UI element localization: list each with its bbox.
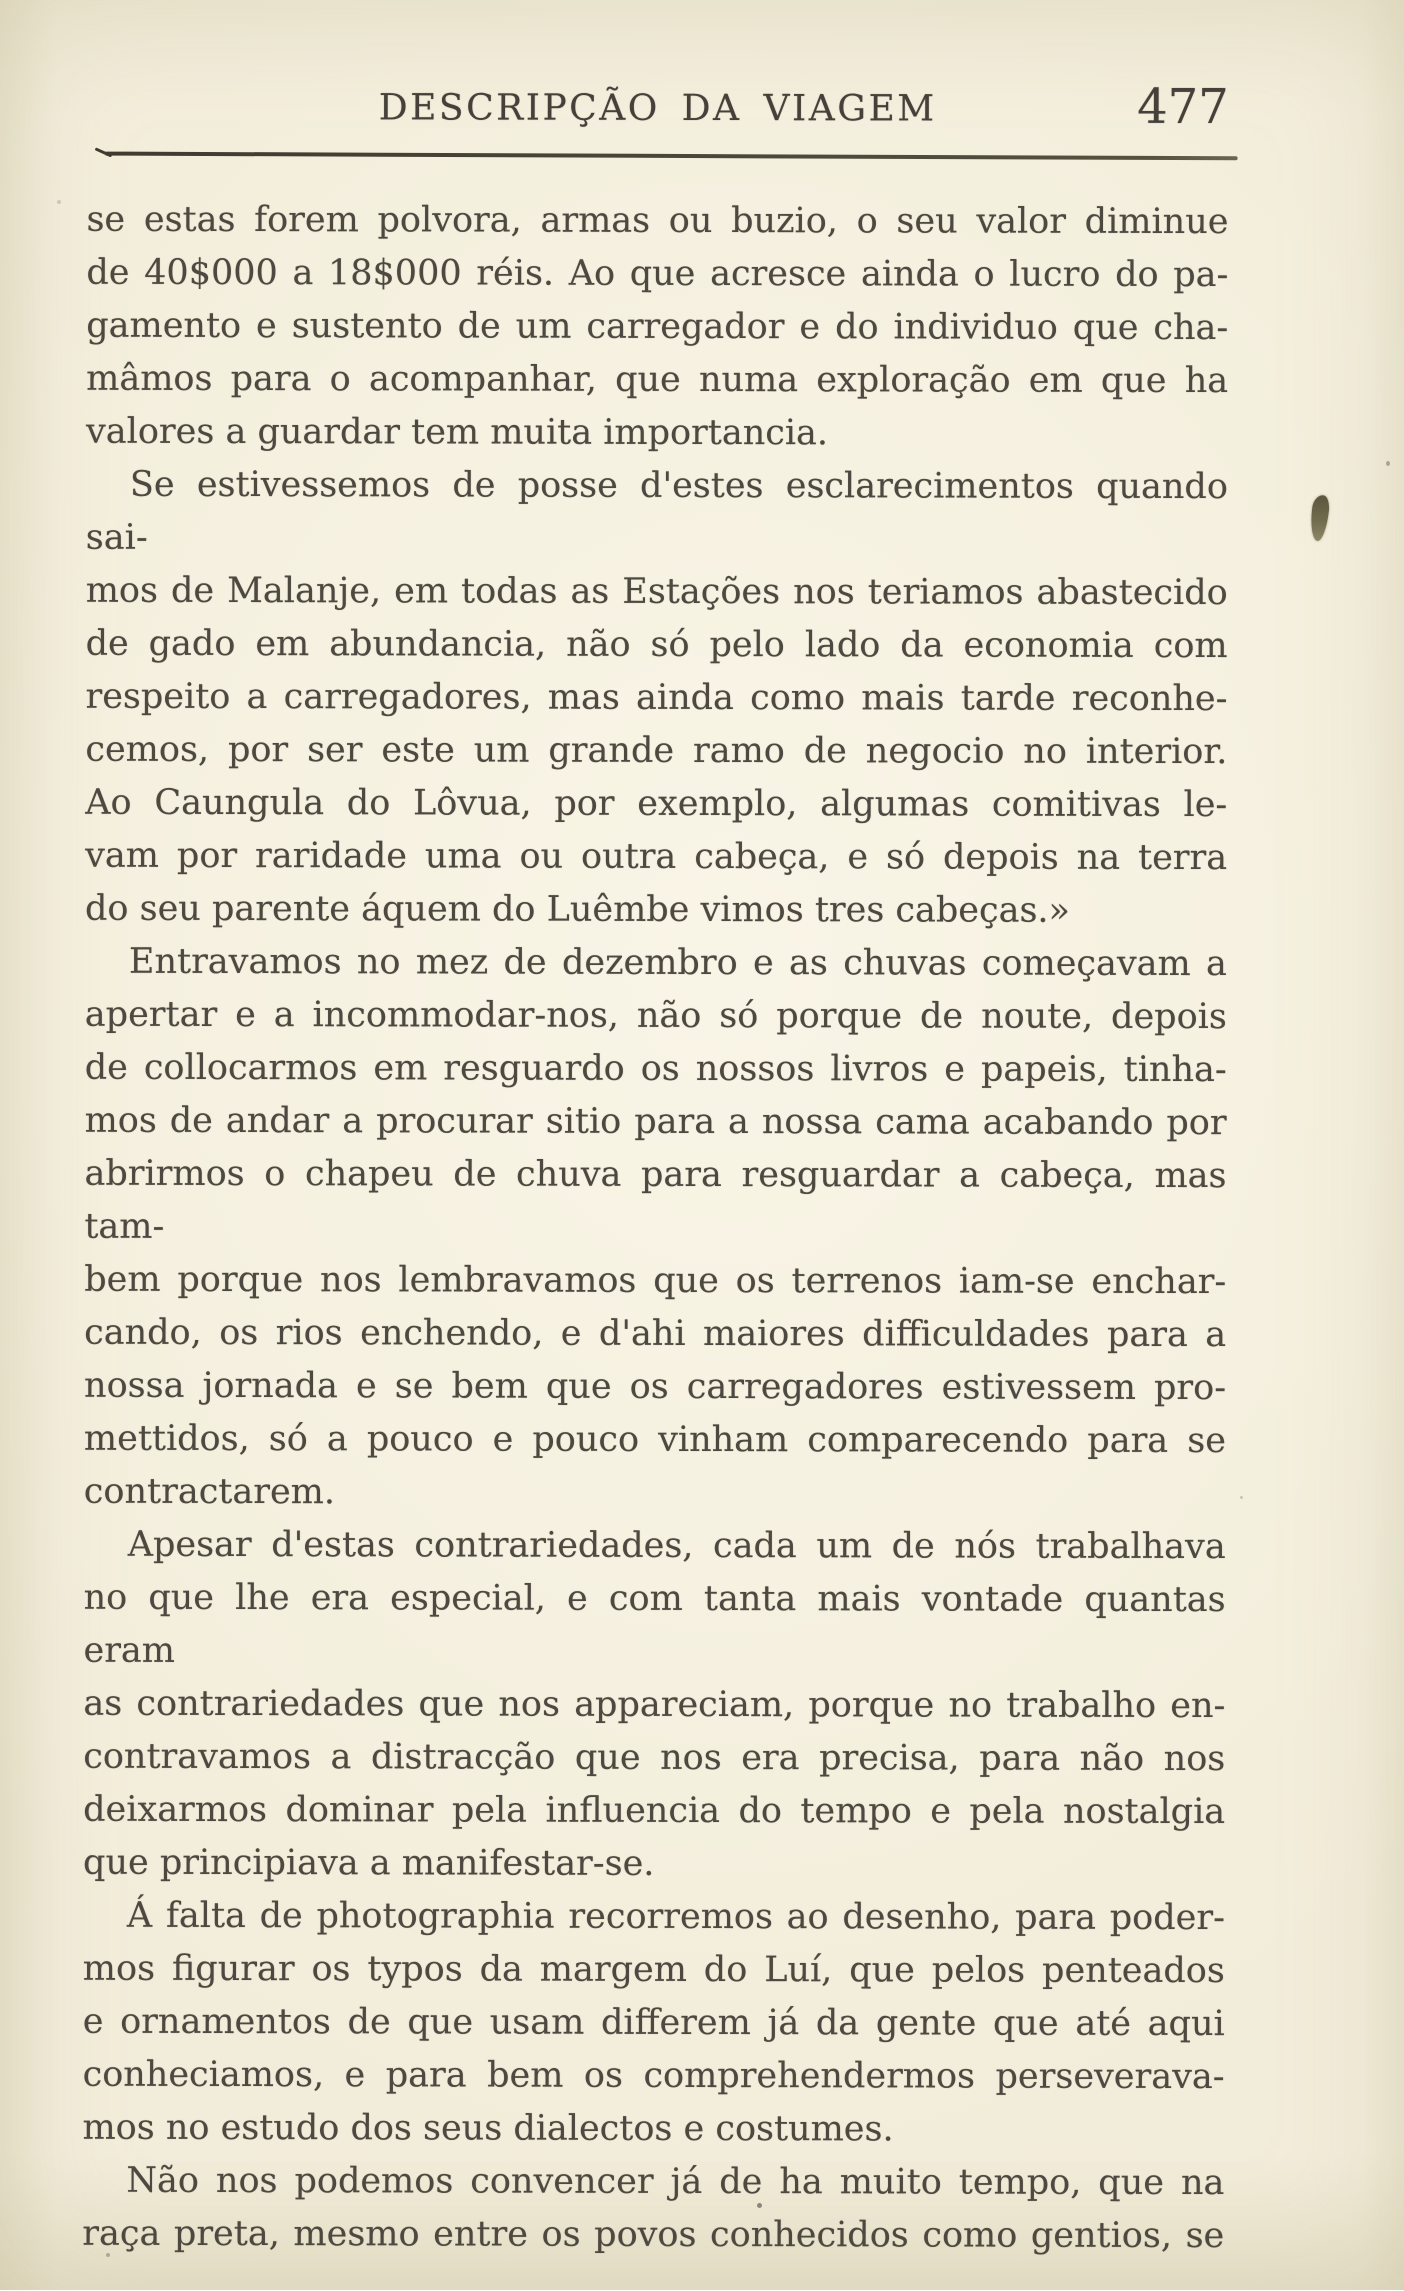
text-line: gamento e sustento de um carregador e do individuo que cha- — [86, 305, 1229, 349]
ink-speck — [57, 200, 61, 204]
ink-speck — [1240, 1496, 1243, 1499]
text-line: respeito a carregadores, mas ainda como mais tarde reconhe- — [85, 676, 1228, 720]
text-line: do seu parente áquem do Luêmbe vimos tres cabeças.» — [85, 888, 1071, 931]
text-line: abrirmos o chapeu de chuva para resguardar a cabeça, mas tam- — [84, 1153, 1227, 1247]
text-line: no que lhe era especial, e com tanta mais vontade quantas eram — [83, 1577, 1226, 1671]
text-line: mos no estudo dos seus dialectos e costumes. — [82, 2107, 894, 2150]
text-line: bem porque nos lembravamos que os terrenos iam-se enchar- — [84, 1259, 1227, 1303]
text-line: que principiava a manifestar-se. — [83, 1842, 655, 1884]
text-line: raça preta, mesmo entre os povos conhecidos como gentios, se — [82, 2213, 1225, 2257]
text-line: de 40$000 a 18$000 réis. Ao que acresce ainda o lucro do pa- — [86, 252, 1229, 296]
running-header-title: DESCRIPÇÃO DA VIAGEM — [378, 87, 937, 130]
text-line: Não nos podemos convencer já de ha muito tempo, que na — [126, 2160, 1225, 2204]
text-line: de gado em abundancia, não só pelo lado da economia com — [85, 623, 1228, 667]
text-line: Á falta de photographia recorremos ao desenho, para poder- — [126, 1895, 1225, 1939]
text-line: se estas forem polvora, armas ou buzio, o seu valor diminue — [86, 199, 1229, 243]
text-line: e ornamentos de que usam differem já da gente que até aqui — [82, 2001, 1225, 2045]
text-line: nossa jornada e se bem que os carregadores estivessem pro- — [84, 1365, 1227, 1409]
ink-speck — [1386, 461, 1390, 466]
page-text — [82, 194, 1228, 2263]
text-line: deixarmos dominar pela influencia do tempo e pela nostalgia — [83, 1789, 1226, 1833]
text-line: mos de andar a procurar sitio para a nossa cama acabando por — [84, 1100, 1227, 1144]
ink-speck — [106, 2253, 110, 2257]
text-line: Se estivessemos de posse d'estes esclarecimentos quando sai- — [85, 464, 1228, 558]
text-line: de collocarmos em resguardo os nossos livros e papeis, tinha- — [84, 1047, 1227, 1091]
text-line: Entravamos no mez de dezembro e as chuvas começavam a — [128, 941, 1227, 985]
text-line: mos figurar os typos da margem do Luí, que pelos penteados — [82, 1948, 1225, 1992]
text-line: cemos, por ser este um grande ramo de negocio no interior. — [85, 729, 1228, 773]
header-rule — [106, 152, 1238, 161]
text-line: cando, os rios enchendo, e d'ahi maiores difficuldades para a — [84, 1312, 1227, 1356]
text-line: mâmos para o acompanhar, que numa exploração em que ha — [86, 358, 1229, 402]
page-number: 477 — [1137, 78, 1229, 136]
text-line: mos de Malanje, em todas as Estações nos teriamos abastecido — [85, 570, 1228, 614]
ink-speck — [352, 2176, 355, 2179]
text-line: Ao Caungula do Lôvua, por exemplo, algumas comitivas le- — [85, 782, 1228, 826]
text-line: valores a guardar tem muita importancia. — [86, 411, 829, 454]
text-line: vam por raridade uma ou outra cabeça, e só depois na terra — [85, 835, 1228, 879]
text-line: contractarem. — [83, 1471, 336, 1513]
ink-speck — [757, 2203, 762, 2208]
text-line: apertar e a incommodar-nos, não só porque de noute, depois — [84, 994, 1227, 1038]
text-line: conheciamos, e para bem os comprehendermos perseverava- — [82, 2054, 1225, 2098]
text-line: mettidos, só a pouco e pouco vinham comparecendo para se — [83, 1418, 1226, 1462]
text-line: Apesar d'estas contrariedades, cada um de nós trabalhava — [127, 1524, 1226, 1568]
text-line: as contrariedades que nos appareciam, porque no trabalho en- — [83, 1683, 1226, 1727]
text-line: contravamos a distracção que nos era precisa, para não nos — [83, 1736, 1226, 1780]
